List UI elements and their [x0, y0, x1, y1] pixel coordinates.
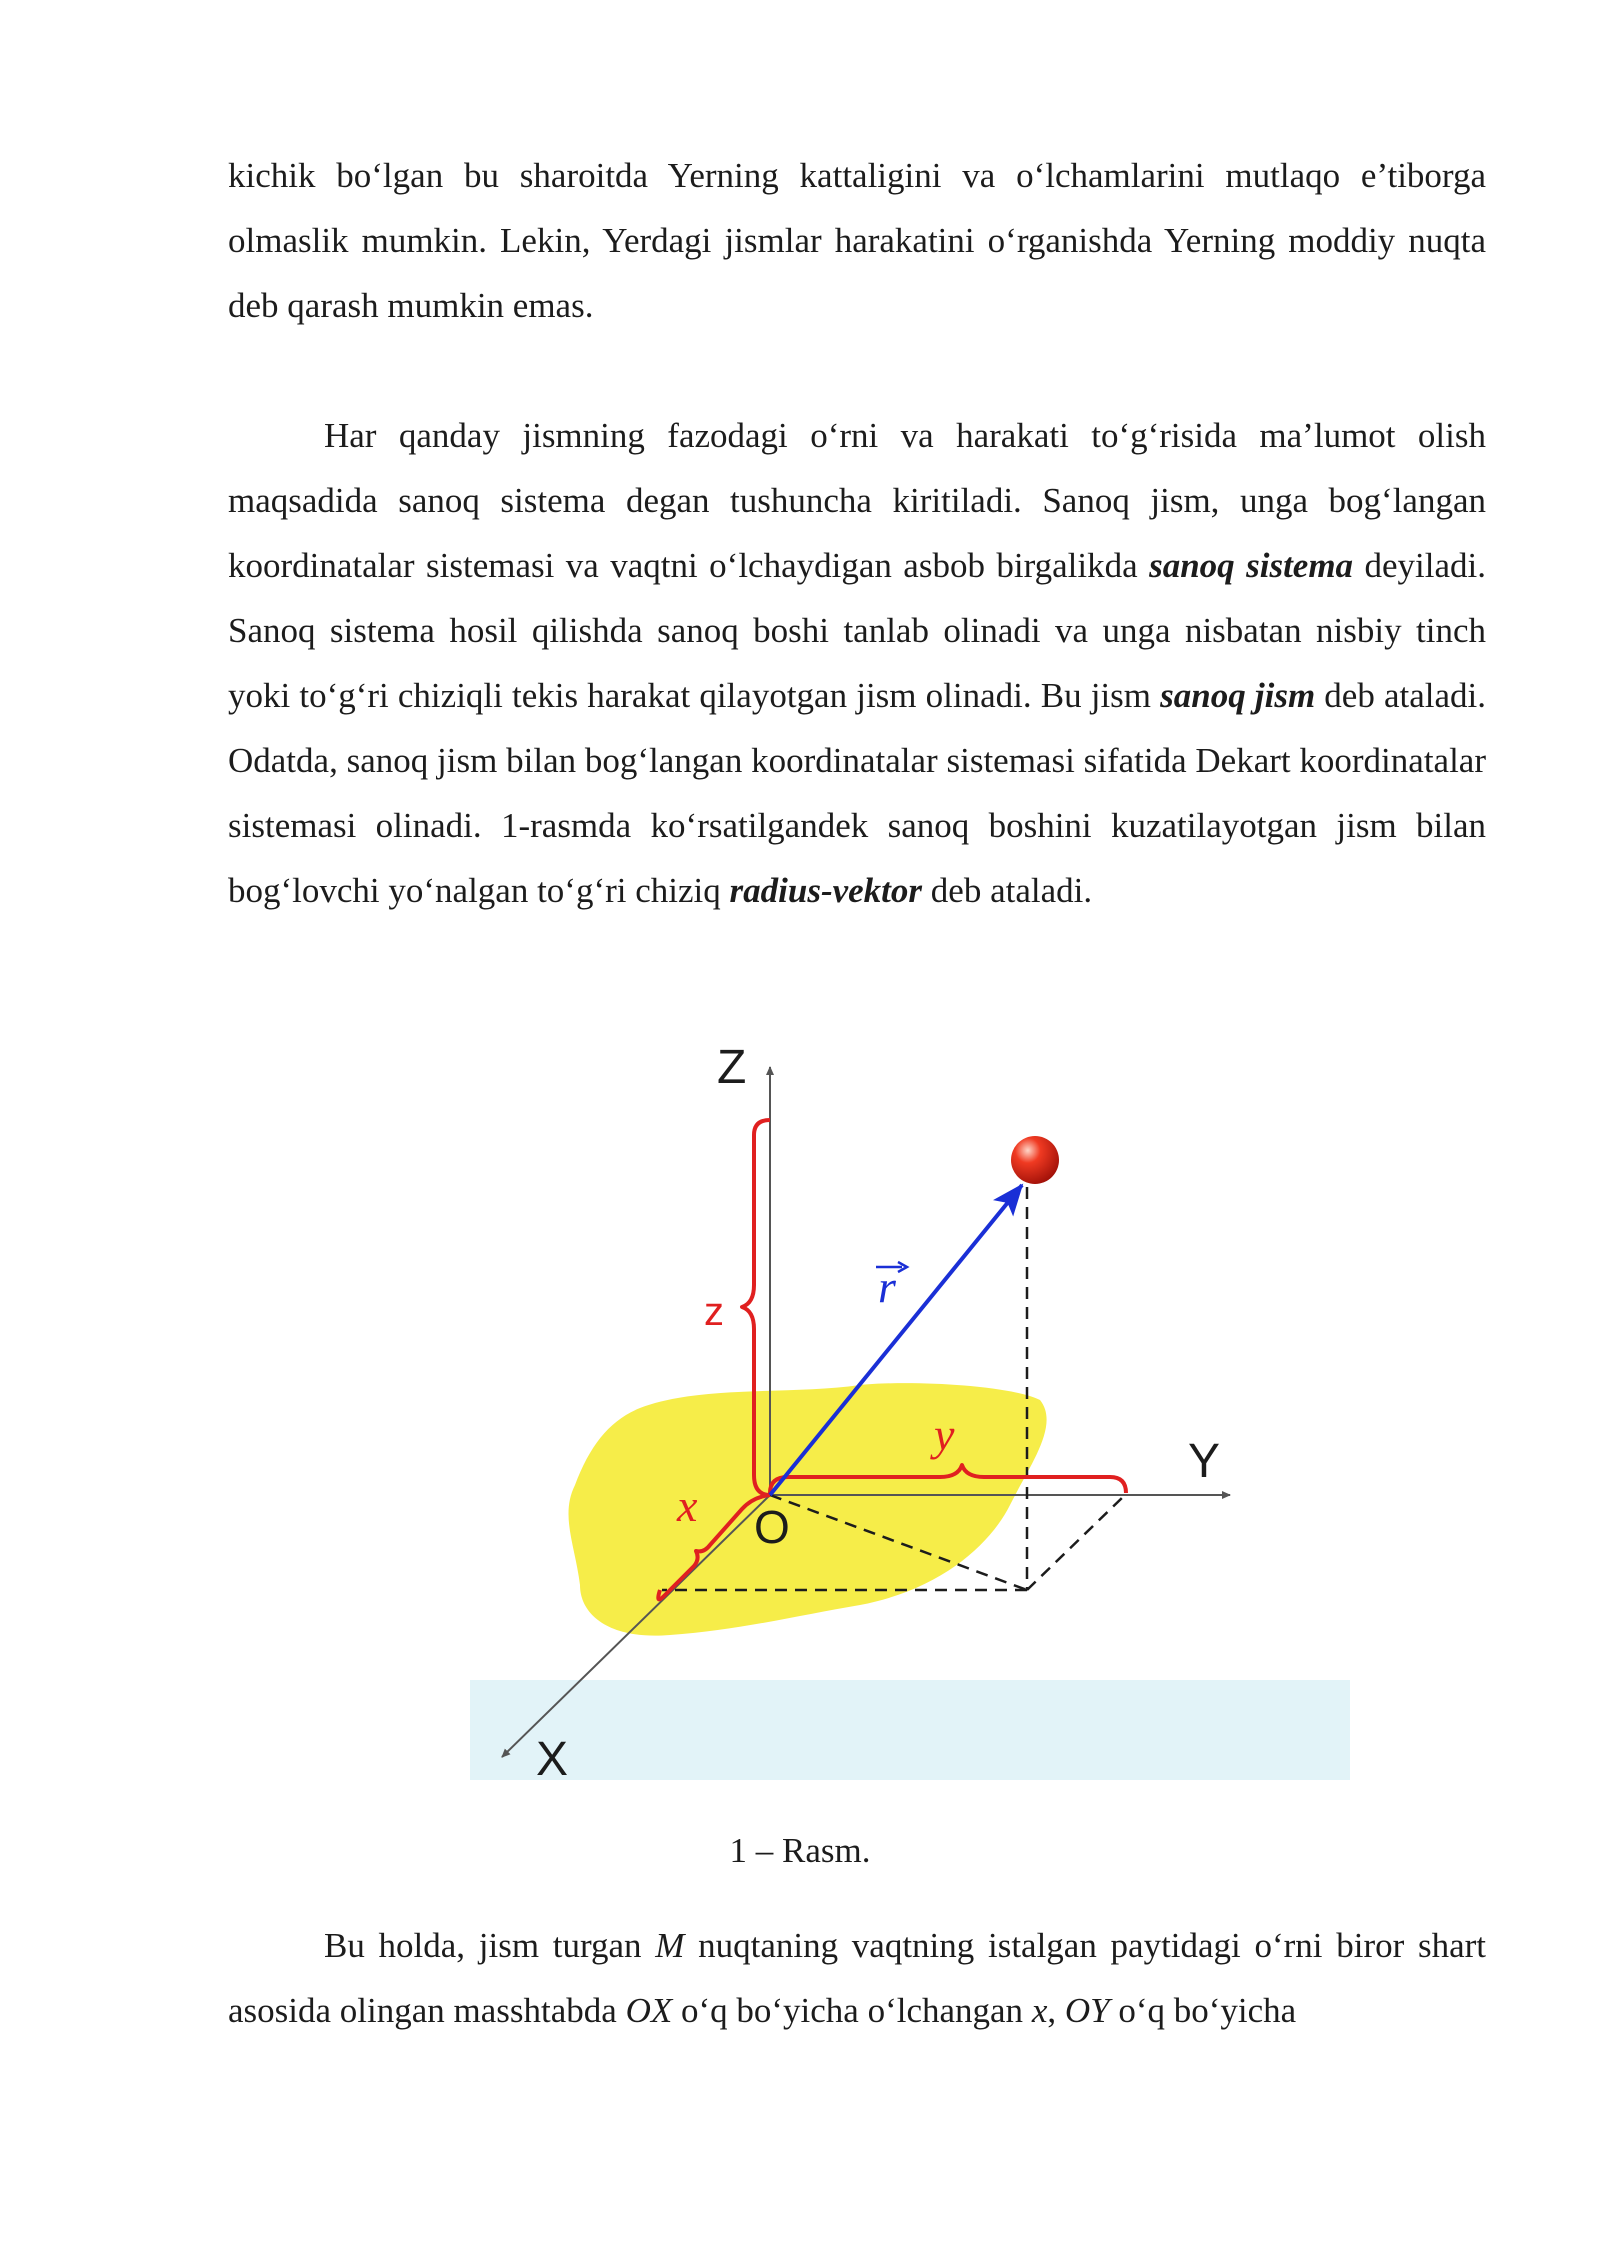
paragraph-2	[228, 403, 1486, 923]
figure-caption: 1 – Rasm.	[729, 1831, 871, 1870]
paragraph-3	[228, 1913, 1486, 2043]
term-sanoq-sistema: sanoq sistema	[1149, 546, 1354, 585]
paragraph-2-text-b: deyiladi. Sanoq sistema hosil qilishda sanoq boshi tanlab olinadi va unga nisbatan nisbiy tinch yoki to‘g‘ri chiziqli tekis harakat qilayotgan jism olinadi. Bu jism	[228, 546, 1486, 715]
paragraph-3-text-c: o‘q bo‘yicha o‘lchangan	[672, 1991, 1032, 2030]
paragraph-1-text: kichik bo‘lgan bu sharoitda Yerning kattaligini va o‘lchamlarini mutlaqo e’tiborga olmaslik mumkin. Lekin, Yerdagi jismlar harakatini o‘rganishda Yerning moddiy nuqta deb qarash mumkin emas.	[228, 156, 1486, 325]
paragraph-2-text-c: deb ataladi. Odatda, sanoq jism bilan bog‘langan koordinatalar sistemasi sifatida Dekart koordinatalar sistemasi olinadi. 1-rasmda ko‘rsatilgandek sanoq boshini kuzatilayotgan jism bilan bog‘lovchi yo‘nalgan to‘g‘ri chiziq	[228, 676, 1486, 910]
term-sanoq-jism: sanoq jism	[1160, 676, 1316, 715]
projection-p-to-y	[1027, 1495, 1125, 1590]
paragraph-3-text-b: nuqtaning vaqtning istalgan paytidagi o‘rni biror shart asosida olingan masshtabda	[228, 1926, 1486, 2030]
paragraph-3-text-e: o‘q bo‘yicha	[1109, 1991, 1297, 2030]
coord-x: x	[1031, 1991, 1048, 2030]
coordinate-label-z: z	[704, 1290, 724, 1334]
paragraph-3-text-a: Bu holda, jism turgan	[324, 1926, 656, 1965]
paragraph-3-text-d: ,	[1047, 1991, 1065, 2030]
axis-oy: OY	[1064, 1991, 1110, 2030]
origin-label: O	[754, 1501, 790, 1553]
term-radius-vektor: radius-vektor	[729, 871, 923, 910]
paragraph-2-text-a: Har qanday jismning fazodagi o‘rni va harakati to‘g‘risida ma’lumot olish maqsadida sanoq sistema degan tushuncha kiritiladi. Sanoq jism, unga bog‘langan koordinatalar sistemasi va vaqtni o‘lchaydigan asbob birgalikda	[228, 416, 1486, 585]
axis-label-z: Z	[717, 1045, 747, 1094]
ground-shade	[470, 1680, 1350, 1780]
axis-label-y: Y	[1188, 1435, 1221, 1488]
point-mass-ball	[1011, 1136, 1059, 1184]
coordinate-label-x: x	[677, 1480, 698, 1531]
axis-ox: OX	[625, 1991, 673, 2030]
vector-label-r: r	[878, 1261, 896, 1312]
point-m: M	[655, 1926, 685, 1965]
axis-label-x: X	[536, 1733, 569, 1780]
coordinate-label-y: y	[934, 1409, 955, 1460]
paragraph-1	[228, 143, 1486, 338]
coordinate-diagram	[470, 1045, 1350, 1780]
paragraph-2-text-d: deb ataladi.	[922, 871, 1093, 910]
figure-coordinate-system	[470, 1045, 1350, 1780]
